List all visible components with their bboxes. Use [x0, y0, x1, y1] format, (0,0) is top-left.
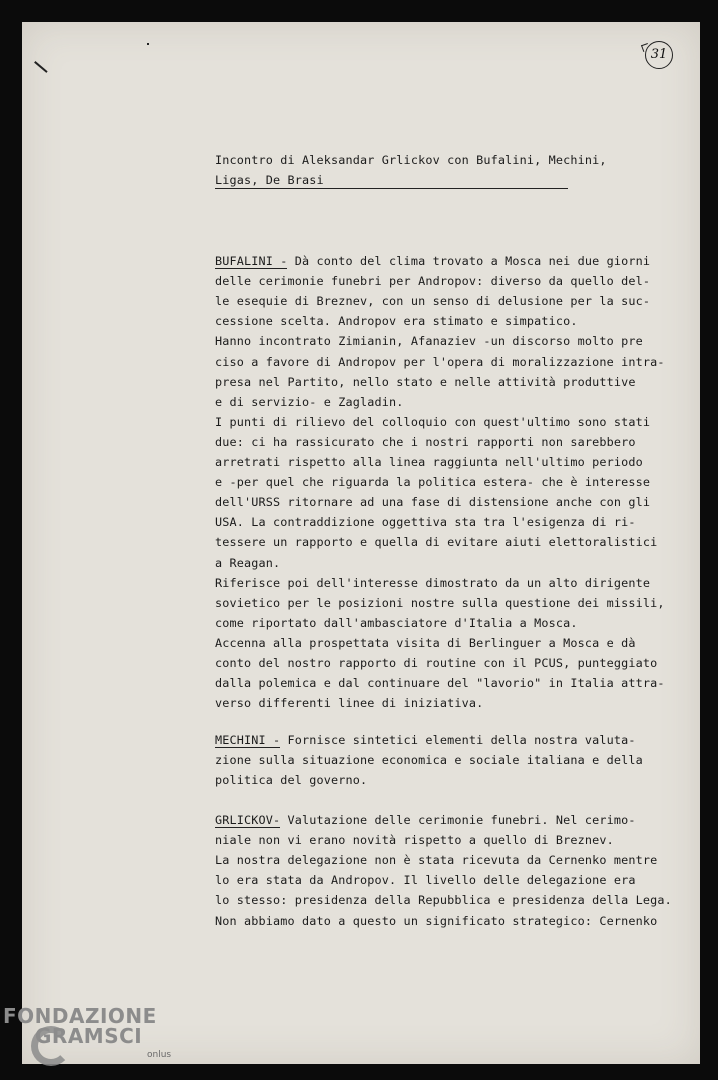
paragraph-line: arretrati rispetto alla linea raggiunta nell'ultimo periodo [215, 455, 643, 469]
paragraph-line: La nostra delegazione non è stata ricevuta da Cernenko mentre [215, 853, 658, 868]
paragraph-line: a Reagan. [215, 555, 281, 570]
paragraph-line: cessione scelta. Andropov era stimato e simpatico. [215, 314, 578, 329]
title-line: Ligas, De Brasi [215, 173, 324, 188]
paragraph-line: dalla polemica e dal continuare del "lavorio" in Italia attra- [215, 676, 665, 691]
speaker-underline [215, 747, 280, 748]
paragraph-line: Riferisce poi dell'interesse dimostrato da un alto dirigente [215, 575, 651, 590]
paragraph-line: Hanno incontrato Zimianin, Afanaziev -un discorso molto pre [215, 334, 643, 349]
paragraph-line: come riportato dall'ambasciatore d'Italia a Mosca. [215, 615, 578, 630]
paragraph-line: conto del nostro rapporto di routine con il PCUS, punteggiato [215, 656, 658, 670]
paragraph-line: Non abbiamo dato a questo un significato strategico: Cernenko [215, 913, 658, 928]
paragraph-line: USA. La contraddizione oggettiva sta tra l'esigenza di ri- [215, 515, 636, 530]
paragraph-line: verso differenti linee di iniziativa. [215, 696, 484, 711]
title-underline [215, 188, 568, 189]
paragraph-line: tessere un rapporto e quella di evitare aiuti elettoralistici [215, 535, 658, 550]
paragraph-line: lo era stata da Andropov. Il livello delle delegazione era [215, 873, 636, 888]
page-number: 31 [645, 41, 673, 69]
speaker-underline [215, 268, 287, 269]
watermark-line-1: FONDAZIONE [3, 1004, 157, 1028]
paragraph-line: MECHINI - Fornisce sintetici elementi della nostra valuta- [215, 733, 636, 747]
paragraph-line: presa nel Partito, nello stato e nelle attività produttive [215, 374, 636, 389]
paragraph-line: e -per quel che riguarda la politica estera- che è interesse [215, 475, 651, 490]
paragraph-line: e di servizio- e Zagladin. [215, 394, 404, 409]
paragraph-line: I punti di rilievo del colloquio con quest'ultimo sono stati [215, 414, 651, 429]
paragraph-line: due: ci ha rassicurato che i nostri rapporti non sarebbero [215, 434, 636, 449]
paragraph-line: lo stesso: presidenza della Repubblica e presidenza della Lega. [215, 893, 672, 908]
paragraph-line: ciso a favore di Andropov per l'opera di moralizzazione intra- [215, 354, 665, 369]
paragraph-line: zione sulla situazione economica e sociale italiana e della [215, 753, 643, 768]
watermark-line-3: onlus [147, 1050, 172, 1060]
watermark-line-2: GRAMSCI [35, 1024, 143, 1048]
paragraph-line: politica del governo. [215, 773, 368, 788]
paragraph-line: GRLICKOV- Valutazione delle cerimonie funebri. Nel cerimo- [215, 813, 636, 827]
speaker-underline [215, 827, 280, 828]
paragraph-line: le esequie di Breznev, con un senso di delusione per la suc- [215, 294, 651, 309]
paragraph-line: dell'URSS ritornare ad una fase di distensione anche con gli [215, 495, 651, 510]
pencil-dot [147, 43, 149, 45]
fondazione-gramsci-watermark [3, 1004, 203, 1074]
paragraph-line: niale non vi erano novità rispetto a quello di Breznev. [215, 833, 614, 848]
paragraph-line: BUFALINI - Dà conto del clima trovato a Mosca nei due giorni [215, 254, 651, 268]
paragraph-line: delle cerimonie funebri per Andropov: diverso da quello del- [215, 274, 651, 289]
paragraph-line: sovietico per le posizioni nostre sulla questione dei missili, [215, 595, 665, 610]
paragraph-line: Accenna alla prospettata visita di Berlinguer a Mosca e dà [215, 635, 636, 650]
title-line: Incontro di Aleksandar Grlickov con Bufalini, Mechini, [215, 153, 607, 167]
